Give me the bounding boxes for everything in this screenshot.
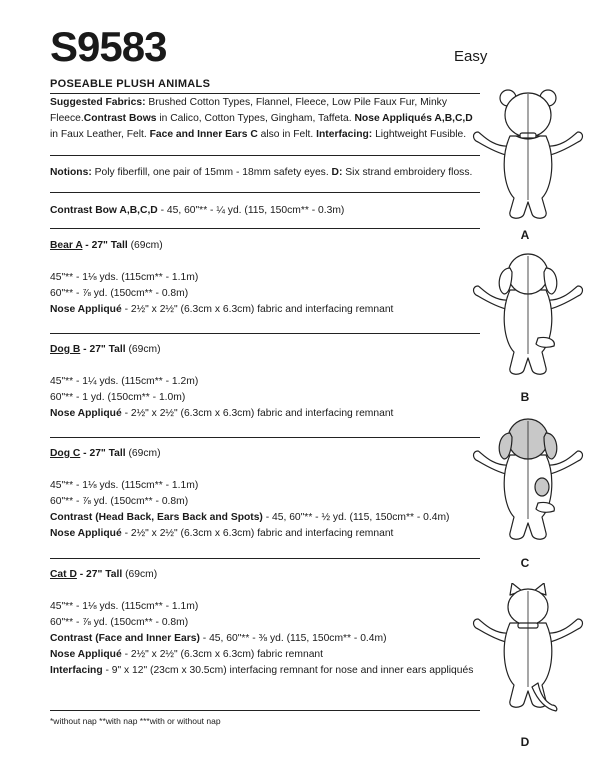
view-label-d: D — [520, 735, 530, 749]
notions-section — [50, 165, 482, 181]
view-heading: Bear A - 27" Tall (69cm) — [50, 240, 163, 251]
view-heading: Dog B - 27" Tall (69cm) — [50, 344, 161, 355]
view-label-a: A — [520, 228, 530, 242]
view-heading: Cat D - 27" Tall (69cm) — [50, 569, 158, 580]
contrast-bow-section — [50, 203, 482, 219]
view-section-dog-b — [50, 342, 482, 422]
view-section-dog-c — [50, 446, 482, 542]
divider — [50, 710, 480, 711]
cat-figure-icon — [470, 583, 588, 723]
fabrics-section — [50, 95, 482, 143]
divider — [50, 155, 480, 156]
pattern-number: S9583 — [50, 23, 167, 70]
nap-footnote: *without nap **with nap ***with or without nap — [50, 716, 221, 726]
dog-figure-icon — [470, 250, 588, 385]
yardage-line: Nose Appliqué - 2½" x 2½" (6.3cm x 6.3cm) fabric and interfacing remnant — [50, 408, 394, 419]
yardage-line: 45"** - 1¼ yds. (115cm** - 1.2m) — [50, 376, 199, 387]
yardage-line: Nose Appliqué - 2½" x 2½" (6.3cm x 6.3cm) fabric and interfacing remnant — [50, 528, 394, 539]
page-title: POSEABLE PLUSH ANIMALS — [50, 78, 211, 90]
yardage-line: 60"** - ⅞ yd. (150cm** - 0.8m) — [50, 617, 189, 628]
divider — [50, 437, 480, 438]
yardage-line: 45"** - 1⅛ yds. (115cm** - 1.1m) — [50, 601, 199, 612]
divider — [50, 192, 480, 193]
fabrics-text: Suggested Fabrics: Brushed Cotton Types, Flannel, Fleece, Low Pile Faux Fur, Minky Fleece.Contrast Bows in Calico, Cotton Types, Gingham, Taffeta. Nose Appliqués A,B,C,D in Faux Leather, Felt. Face and Inner Ears C also in Felt. Interfacing: Lightweight Fusible. — [50, 97, 473, 140]
view-section-cat-d — [50, 567, 482, 679]
yardage-line: 60"** - 1 yd. (150cm** - 1.0m) — [50, 392, 186, 403]
view-label-c: C — [520, 556, 530, 570]
bear-figure-icon — [470, 88, 588, 223]
yardage-line: 60"** - ⅞ yd. (150cm** - 0.8m) — [50, 288, 189, 299]
divider — [50, 93, 480, 94]
divider — [50, 333, 480, 334]
yardage-line: Contrast (Face and Inner Ears) - 45, 60"** - ⅜ yd. (115, 150cm** - 0.4m) — [50, 633, 387, 644]
yardage-line: 45"** - 1⅛ yds. (115cm** - 1.1m) — [50, 480, 199, 491]
divider — [50, 228, 480, 229]
yardage-line: Nose Appliqué - 2½" x 2½" (6.3cm x 6.3cm) fabric remnant — [50, 649, 324, 660]
contrast-bow-text: Contrast Bow A,B,C,D - 45, 60"** - ¼ yd. (115, 150cm** - 0.3m) — [50, 205, 345, 216]
yardage-line: 60"** - ⅞ yd. (150cm** - 0.8m) — [50, 496, 189, 507]
difficulty-label: Easy — [454, 48, 488, 65]
divider — [50, 558, 480, 559]
view-heading: Dog C - 27" Tall (69cm) — [50, 448, 161, 459]
notions-text: Notions: Poly fiberfill, one pair of 15mm - 18mm safety eyes. D: Six strand embroidery floss. — [50, 167, 473, 178]
view-section-bear-a — [50, 238, 482, 318]
yardage-line: Nose Appliqué - 2½" x 2½" (6.3cm x 6.3cm) fabric and interfacing remnant — [50, 304, 394, 315]
dog-spotted-figure-icon — [470, 415, 588, 550]
yardage-line: Interfacing - 9" x 12" (23cm x 30.5cm) interfacing remnant for nose and inner ears appliqués — [50, 665, 474, 676]
yardage-line: 45"** - 1⅛ yds. (115cm** - 1.1m) — [50, 272, 199, 283]
view-label-b: B — [520, 390, 530, 404]
yardage-line: Contrast (Head Back, Ears Back and Spots) - 45, 60"** - ½ yd. (115, 150cm** - 0.4m) — [50, 512, 450, 523]
